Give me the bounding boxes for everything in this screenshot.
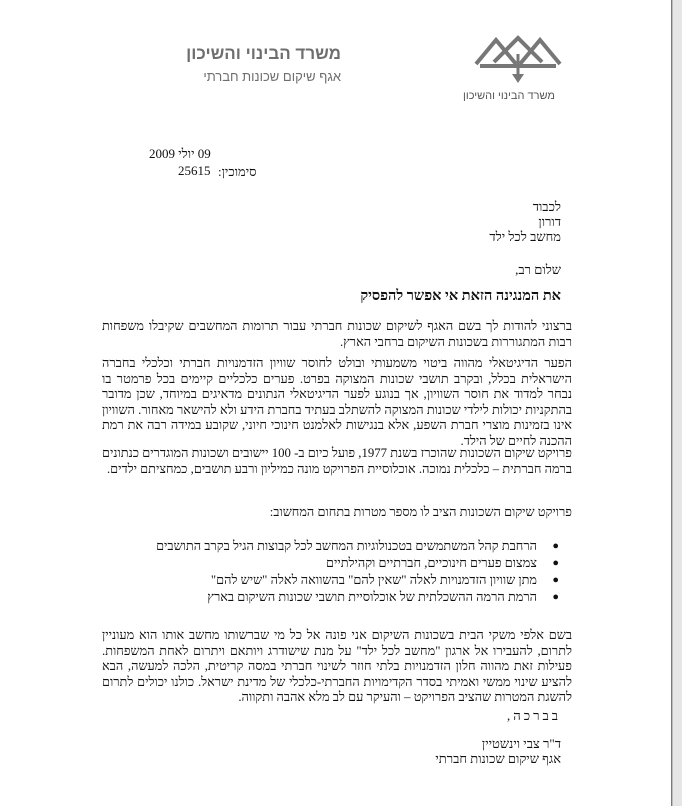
paragraph-call-to-action: בשם אלפי משקי הבית בשכונות השיקום אני פונה אל כל מי שברשותו מחשב אותו הוא מעוניין לתרום, להעבירו אל ארגון "מחשב לכל ילד" על מנת שישודרג ויותאם ויתרום לאחת המשפחות. פעילות זאת מהווה חלון הזדמנויות בלתי חוזר לשינוי חברתי במסה קריטית, הלכה למעשה, הבא להציע שינוי ממשי ואמיתי בסדר הקדימויות החברתי-כלכלי של מדינת ישראל. כולנו יכולים לתרום להשגת המטרות שהציב הפרויקט – והעיקר עם לב מלא אהבה ותקווה. (102, 628, 572, 704)
vertical-scrollbar[interactable] (672, 0, 682, 806)
bullet-icon: ● (552, 591, 559, 603)
letterhead-department: אגף שיקום שכונות חברתי (203, 69, 341, 84)
paragraph-project: פרויקט שיקום השכונות שהוכרז בשנת 1977, פועל כיום ב- 100 יישובים ושכונות המוגדרים כנתונים ברמה חברתית – כלכלית נמוכה. אוכלוסיית הפרויקט מונה כמיליון ורבע תושבים, כמחציתם ילדים. (102, 446, 572, 476)
letter-subject: את המנגינה הזאת אי אפשר להפסיק (360, 288, 561, 304)
closing-blessing: בברכה, (507, 708, 561, 723)
ministry-logo-icon (472, 34, 564, 84)
list-item: ● הרחבת קהל המשתמשים בטכנולוגיות המחשב לכל קבוצות הגיל בקרב התושבים (156, 539, 559, 553)
letter-date: 09 יולי 2009 (149, 146, 211, 161)
bullet-icon: ● (552, 540, 559, 552)
recipient-organization: מחשב לכל ילד (489, 229, 561, 244)
list-item: ● צמצום פערים חינוכיים, חברתיים וקהילתיים (326, 556, 559, 570)
reference-number: 25615 (178, 163, 211, 178)
greeting: שלום רב, (515, 262, 561, 277)
bullet-icon: ● (552, 557, 559, 569)
logo-caption: משרד הבינוי והשיכון (463, 90, 555, 102)
recipient-name: דורון (538, 214, 561, 229)
letterhead-ministry: משרד הבינוי והשיכון (186, 44, 341, 63)
list-item: ● הרמת הרמה ההשכלתית של אוכלוסיית תושבי שכונות השיקום בארץ (207, 590, 559, 604)
goals-list (97, 538, 561, 606)
signature-name: ד"ר צבי וינשטיין (481, 736, 561, 751)
list-item: ● מתן שוויון הזדמנויות לאלה "שאין להם" בהשוואה לאלה "שיש להם" (210, 573, 559, 587)
bullet-icon: ● (552, 574, 559, 586)
recipient-to: לכבוד (532, 199, 561, 214)
paragraph-thanks: ברצוני להודות לך בשם האגף לשיקום שכונות חברתי עבור תרומות המחשבים שקיבלו משפחות רבות המתגוררות בשכונות השיקום ברחבי הארץ. (102, 319, 572, 349)
signature-title: אגף שיקום שכונות חברתי (435, 751, 561, 766)
paragraph-digital-gap: הפער הדיגיטאלי מהווה ביטוי משמעותי ובולט לחוסר שוויון הזדמנויות חברתי וכלכלי בחברה הישראלית בכלל, ובקרב תושבי שכונות המצוקה בפרט. פערים כלכליים קיימים בכל פרמטר בו נבחר למדוד את חוסר השוויון, אך בנוגע לפער הדיגיטאלי הנתונים מדאיגים במיוחד, שכן מדובר בהתקניות יכולות לילדי שכונות המצוקה להשתלב בעתיד בחברת הידע ולא להישאר מאחור. השוויון אינו בזמינות מוצרי חברת השפע, אלא בנגישות לאלמנט חינוכי חיוני, שקובע במידה רבה את רמת ההכנה לחיים של הילד. (102, 356, 572, 448)
reference-label: סימוכין: (218, 164, 257, 179)
paragraph-goals-intro: פרויקט שיקום השכונות הציב לו מספר מטרות בתחום המחשוב: (269, 505, 572, 519)
